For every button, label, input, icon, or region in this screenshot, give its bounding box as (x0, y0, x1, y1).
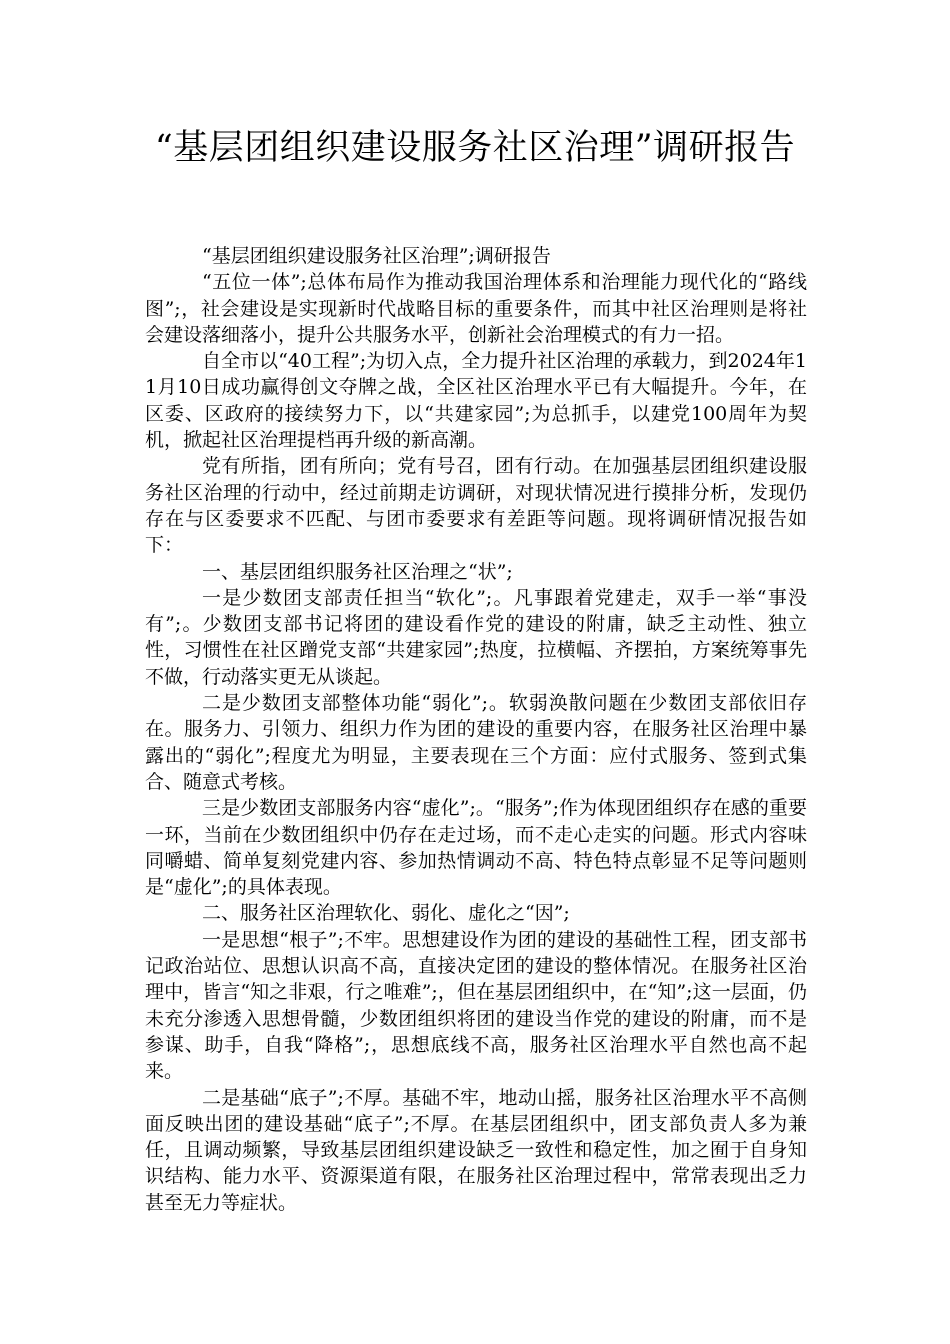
paragraph: 一是思想“根子”;不牢。思想建设作为团的建设的基础性工程，团支部书记政治站位、思想认识高不高，直接决定团的建设的整体情况。在服务社区治理中，皆言“知之非艰，行之唯难”;，但在基层团组织中，在“知”;这一层面，仍未充分渗透入思想骨髓，少数团组织将团的建设当作党的建设的附庸，而不是参谋、助手，自我“降格”;，思想底线不高，服务社区治理水平自然也高不起来。 (145, 928, 807, 1083)
section-heading: 一、基层团组织服务社区治理之“状”; (202, 560, 513, 583)
paragraph: “五位一体”;总体布局作为推动我国治理体系和治理能力现代化的“路线图”;，社会建设是实现新时代战略目标的重要条件，而其中社区治理则是将社会建设落细落小，提升公共服务水平，创新社会治理模式的有力一招。 (145, 271, 807, 346)
document-body (145, 243, 807, 1216)
paragraph: 一是少数团支部责任担当“软化”;。凡事跟着党建走，双手一举“事没有”;。少数团支部书记将团的建设看作党的建设的附庸，缺乏主动性、独立性，习惯性在社区蹭党支部“共建家园”;热度，拉横幅、齐摆拍，方案统筹事先不做，行动落实更无从谈起。 (145, 586, 807, 688)
paragraph-subtitle: “基层团组织建设服务社区治理”;调研报告 (202, 245, 551, 267)
paragraph: 二是少数团支部整体功能“弱化”;。软弱涣散问题在少数团支部依旧存在。服务力、引领力、组织力作为团的建设的重要内容，在服务社区治理中暴露出的“弱化”;程度尤为明显，主要表现在三个方面：应付式服务、签到式集合、随意式考核。 (145, 692, 807, 793)
document-title: “基层团组织建设服务社区治理”调研报告 (154, 128, 796, 168)
paragraph: 自全市以“40工程”;为切入点，全力提升社区治理的承载力，到2024年11月10日成功赢得创文夺牌之战，全区社区治理水平已有大幅提升。今年，在区委、区政府的接续努力下，以“共建家园”;为总抓手，以建党100周年为契机，掀起社区治理提档再升级的新高潮。 (145, 350, 807, 452)
paragraph: 二是基础“底子”;不厚。基础不牢，地动山摇，服务社区治理水平不高侧面反映出团的建设基础“底子”;不厚。在基层团组织中，团支部负责人多为兼任，且调动频繁，导致基层团组织建设缺乏一致性和稳定性，加之囿于自身知识结构、能力水平、资源渠道有限，在服务社区治理过程中，常常表现出乏力甚至无力等症状。 (145, 1086, 807, 1214)
paragraph: 三是少数团支部服务内容“虚化”;。“服务”;作为体现团组织存在感的重要一环，当前在少数团组织中仍存在走过场，而不走心走实的问题。形式内容味同嚼蜡、简单复刻党建内容、参加热情调动不高、特色特点彰显不足等问题则是“虚化”;的具体表现。 (145, 797, 807, 899)
section-heading: 二、服务社区治理软化、弱化、虚化之“因”; (202, 902, 570, 925)
paragraph: 党有所指，团有所向；党有号召，团有行动。在加强基层团组织建设服务社区治理的行动中，经过前期走访调研，对现状情况进行摸排分析，发现仍存在与区委要求不匹配、与团市委要求有差距等问题。现将调研情况报告如下： (145, 455, 807, 557)
